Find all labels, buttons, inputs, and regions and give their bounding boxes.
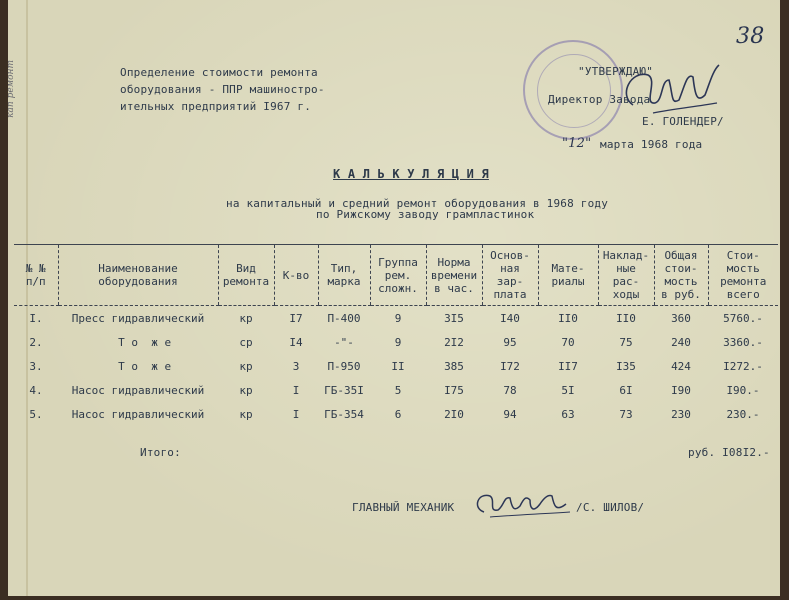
complexity-group-cell: 6 xyxy=(394,407,402,421)
base-wage-cell: 95 xyxy=(503,335,517,349)
model-cell: ГБ-35I xyxy=(324,383,364,397)
unit-cost-cell: 230 xyxy=(671,407,691,421)
base-wage-cell: 94 xyxy=(503,407,517,421)
equipment-name-cell: Насос гидравлический xyxy=(71,407,205,421)
row-number-cell: I. xyxy=(29,311,43,325)
total-cost-cell: I272.- xyxy=(723,359,763,373)
table-row xyxy=(14,378,778,402)
model-cell: П-400 xyxy=(327,311,361,325)
column-header: № № п/п xyxy=(14,245,58,306)
labor-hours-cell: I75 xyxy=(444,383,464,397)
column-header: Основ- ная зар- плата xyxy=(482,245,538,306)
table-body xyxy=(14,306,778,427)
column-header: Тип, марка xyxy=(318,245,370,306)
repair-type-cell: ср xyxy=(239,335,253,349)
row-number-cell: 3. xyxy=(29,359,43,373)
table-row xyxy=(14,354,778,378)
document-title: К А Л Ь К У Л Я Ц И Я xyxy=(333,167,489,181)
total-cost-cell: 5760.- xyxy=(723,311,763,325)
table-header-row xyxy=(14,245,778,306)
labor-hours-cell: 3I5 xyxy=(444,311,464,325)
unit-cost-cell: 240 xyxy=(671,335,691,349)
repair-type-cell: кр xyxy=(239,311,253,325)
official-stamp xyxy=(523,40,623,140)
approval-date-rest: марта 1968 года xyxy=(600,138,703,151)
header-left-line-3: ительных предприятий I967 г. xyxy=(120,100,312,113)
base-wage-cell: 78 xyxy=(503,383,517,397)
signer-name: /С. ШИЛОВ/ xyxy=(576,501,645,514)
total-label: Итого: xyxy=(140,446,181,459)
approval-name: Е. ГОЛЕНДЕР/ xyxy=(642,115,724,128)
equipment-name-cell: Пресс гидравлический xyxy=(71,311,205,325)
complexity-group-cell: 5 xyxy=(394,383,402,397)
column-header: Норма времени в час. xyxy=(426,245,482,306)
row-number-cell: 5. xyxy=(29,407,43,421)
quantity-cell: 3 xyxy=(292,359,300,373)
unit-cost-cell: 360 xyxy=(671,311,691,325)
overhead-cell: 6I xyxy=(619,383,633,397)
base-wage-cell: I72 xyxy=(500,359,520,373)
column-header: Общая стои- мость в руб. xyxy=(654,245,708,306)
equipment-name-cell: Т о ж е xyxy=(104,359,172,373)
repair-type-cell: кр xyxy=(239,359,253,373)
base-wage-cell: I40 xyxy=(500,311,520,325)
equipment-name-cell: Т о ж е xyxy=(104,335,172,349)
unit-cost-cell: I90 xyxy=(671,383,691,397)
table-row xyxy=(14,330,778,354)
margin-note: кап ремонт xyxy=(6,60,16,118)
labor-hours-cell: 385 xyxy=(444,359,464,373)
column-header: Группа рем. сложн. xyxy=(370,245,426,306)
document-page xyxy=(8,0,780,596)
signer-title: ГЛАВНЫЙ МЕХАНИК xyxy=(352,501,455,514)
row-number-cell: 2. xyxy=(29,335,43,349)
quantity-cell: I xyxy=(292,383,300,397)
mechanic-signature xyxy=(470,486,580,522)
column-header: Вид ремонта xyxy=(218,245,274,306)
labor-hours-cell: 2I0 xyxy=(444,407,464,421)
quantity-cell: I xyxy=(292,407,300,421)
repair-type-cell: кр xyxy=(239,407,253,421)
model-cell: П-950 xyxy=(327,359,361,373)
column-header: Наименование оборудования xyxy=(58,245,218,306)
complexity-group-cell: II xyxy=(391,359,405,373)
page-number: 38 xyxy=(736,24,765,49)
materials-cell: 70 xyxy=(561,335,575,349)
quantity-cell: I4 xyxy=(289,335,303,349)
model-cell: ГБ-354 xyxy=(324,407,364,421)
equipment-name-cell: Насос гидравлический xyxy=(71,383,205,397)
repair-type-cell: кр xyxy=(239,383,253,397)
total-cost-cell: 230.- xyxy=(726,407,760,421)
materials-cell: II0 xyxy=(558,311,578,325)
column-header: Мате- риалы xyxy=(538,245,598,306)
complexity-group-cell: 9 xyxy=(394,335,402,349)
total-cost-cell: I90.- xyxy=(726,383,760,397)
unit-cost-cell: 424 xyxy=(671,359,691,373)
labor-hours-cell: 2I2 xyxy=(444,335,464,349)
overhead-cell: 73 xyxy=(619,407,633,421)
document-subtitle-2: по Рижскому заводу грампластинок xyxy=(316,208,535,221)
overhead-cell: 75 xyxy=(619,335,633,349)
quantity-cell: I7 xyxy=(289,311,303,325)
column-header: Стои- мость ремонта всего xyxy=(708,245,778,306)
table-row xyxy=(14,402,778,426)
approval-position: Директор Завода xyxy=(548,93,651,106)
materials-cell: 63 xyxy=(561,407,575,421)
header-left-line-1: Определение стоимости ремонта xyxy=(120,66,318,79)
materials-cell: II7 xyxy=(558,359,578,373)
column-header: Наклад- ные рас- ходы xyxy=(598,245,654,306)
model-cell: -"- xyxy=(334,335,354,349)
director-signature xyxy=(613,55,733,125)
complexity-group-cell: 9 xyxy=(394,311,402,325)
header-left-line-2: оборудования - ППР машиностро- xyxy=(120,83,325,96)
total-cost-cell: 3360.- xyxy=(723,335,763,349)
calculation-table xyxy=(14,244,778,426)
document-subtitle-1: на капитальный и средний ремонт оборудования в 1968 году xyxy=(226,197,609,210)
total-value: руб. I08I2.- xyxy=(688,446,770,459)
table-row xyxy=(14,306,778,331)
materials-cell: 5I xyxy=(561,383,575,397)
approval-stamp-word: "УТВЕРЖДАЮ" xyxy=(578,65,654,78)
overhead-cell: I35 xyxy=(616,359,636,373)
row-number-cell: 4. xyxy=(29,383,43,397)
approval-date-day: "12" xyxy=(562,136,592,151)
column-header: К-во xyxy=(274,245,318,306)
overhead-cell: II0 xyxy=(616,311,636,325)
